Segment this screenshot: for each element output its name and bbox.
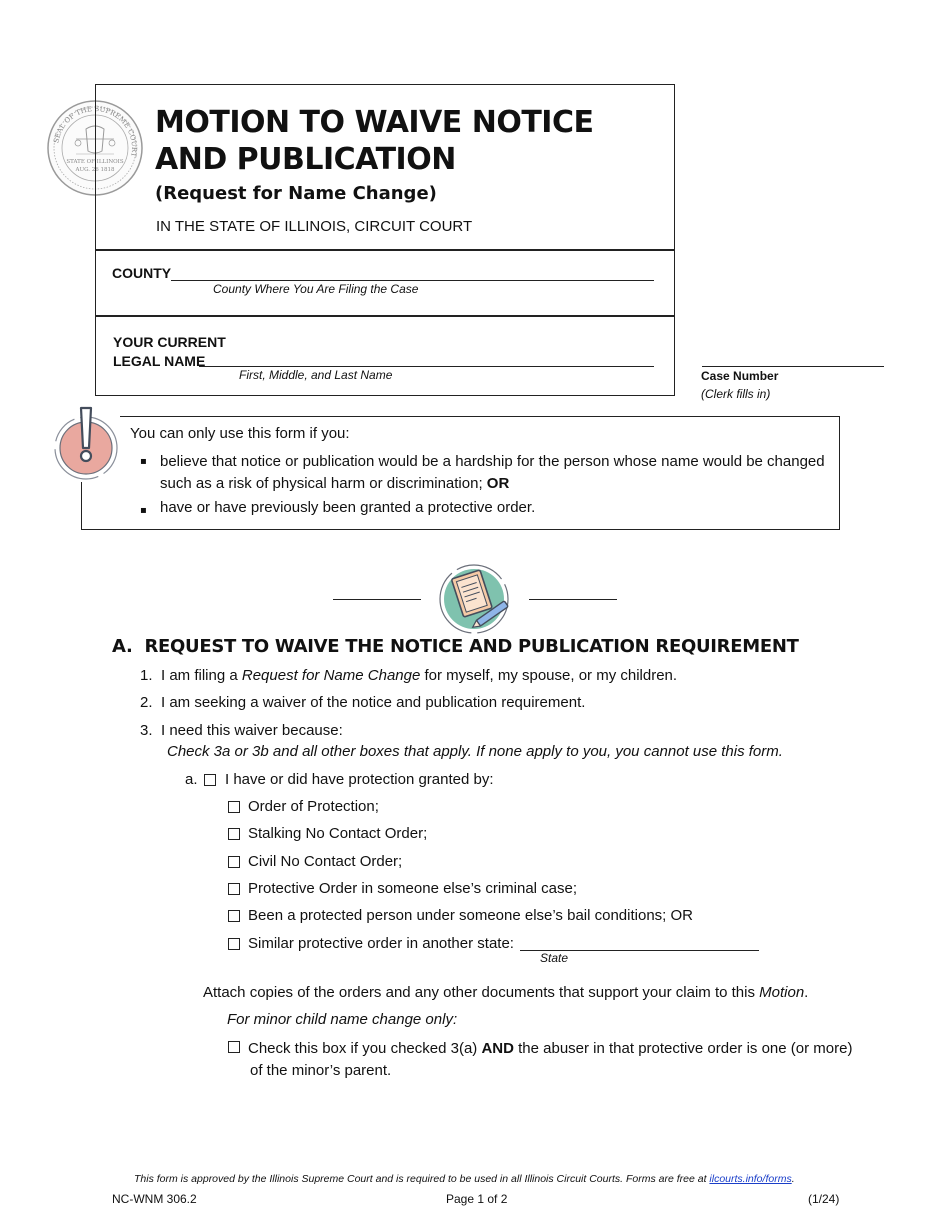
notice-bullet-1-line2 [160,473,825,495]
minor-parent-text [248,1038,852,1082]
legal-name-label-line2: LEGAL NAME [113,353,206,369]
option-stalking-no-contact: Stalking No Contact Order; [248,825,428,842]
item-3-number: 3. [140,722,153,739]
legal-name-field[interactable] [199,352,654,367]
divider-left [333,599,421,600]
minor-pre: Check this box if you checked 3(a) [248,1040,482,1057]
item-1-number: 1. [140,667,153,684]
item-1-text [161,667,677,684]
county-hint: County Where You Are Filing the Case [213,282,419,296]
legal-name-label-line1: YOUR CURRENT [113,334,226,350]
title-line-2: AND PUBLICATION [155,142,456,177]
notice-intro: You can only use this form if you: [130,425,350,442]
item-1-pre: I am filing a [161,667,242,684]
notice-bullet-1-text: such as a risk of physical harm or discrimination; [160,475,483,492]
state-hint: State [540,951,569,965]
footer-approval-text: This form is approved by the Illinois Supreme Court and is required to be used in all Illinois Circuit Courts. Forms are free at [134,1173,710,1185]
checkbox-minor-parent-abuser[interactable] [228,1041,240,1053]
minor-parent-line1 [248,1038,852,1060]
form-subtitle: (Request for Name Change) [155,183,437,204]
option-a-label: I have or did have protection granted by: [225,771,494,788]
divider-right [529,599,617,600]
attach-instruction [203,984,808,1001]
minor-bold: AND [481,1040,514,1057]
option-civil-no-contact: Civil No Contact Order; [248,853,403,870]
item-1-italic: Request for Name Change [241,667,421,684]
checkbox-other-state[interactable] [228,938,240,950]
seal-ring-text: SEAL OF THE SUPREME COURT [52,104,139,158]
item-3-text: I need this waiver because: [161,722,343,739]
option-other-state: Similar protective order in another state: [248,935,514,952]
option-bail-conditions: Been a protected person under someone else’s bail conditions; OR [248,907,693,924]
seal-inner-line2: AUG. 26 1818 [75,167,115,173]
option-criminal-protective-order: Protective Order in someone else’s criminal case; [248,880,578,897]
section-a-heading: REQUEST TO WAIVE THE NOTICE AND PUBLICATION REQUIREMENT [144,636,799,657]
clipboard-pencil-icon [436,563,516,635]
minor-heading: For minor child name change only: [227,1011,458,1028]
bullet-marker: ▪ [140,456,147,467]
item-1-post: for myself, my spouse, or my children. [420,667,678,684]
seal-inner-line1: STATE OF ILLINOIS [66,159,124,165]
ilcourts-forms-link[interactable]: ilcourts.info/forms [709,1173,792,1185]
attach-italic: Motion [759,984,805,1001]
attach-post: . [804,984,809,1001]
county-field[interactable] [171,266,654,281]
county-divider [95,315,675,317]
checkbox-stalking-no-contact[interactable] [228,828,240,840]
court-label: IN THE STATE OF ILLINOIS, CIRCUIT COURT [156,218,473,235]
bullet-marker: ▪ [140,505,147,516]
item-2-number: 2. [140,694,153,711]
notice-bullet-1 [160,451,825,495]
page-number: Page 1 of 2 [446,1192,508,1206]
form-id: NC-WNM 306.2 [112,1192,197,1206]
county-label: COUNTY [112,265,172,281]
header-divider [95,249,675,251]
checkbox-bail-conditions[interactable] [228,910,240,922]
minor-parent-line2: of the minor’s parent. [250,1062,392,1079]
notice-or: OR [486,475,510,492]
case-number-label: Case Number [701,369,779,383]
attach-pre: Attach copies of the orders and any other documents that support your claim to this [203,984,760,1001]
case-number-field[interactable] [702,352,884,367]
case-number-hint: (Clerk fills in) [701,387,771,401]
notice-bullet-1-line1: believe that notice or publication would be a hardship for the person whose name would be changed [160,453,825,470]
checkbox-order-of-protection[interactable] [228,801,240,813]
footer-approval [134,1173,795,1185]
option-a-letter: a. [185,771,198,788]
section-a-letter: A. [112,636,133,657]
title-line-1: MOTION TO WAIVE NOTICE [155,105,594,140]
checkbox-civil-no-contact[interactable] [228,856,240,868]
notice-bullet-2: have or have previously been granted a protective order. [160,499,536,516]
item-3-instruction: Check 3a or 3b and all other boxes that apply. If none apply to you, you cannot use this form. [167,743,783,760]
legal-name-hint: First, Middle, and Last Name [239,368,393,382]
checkbox-3a[interactable] [204,774,216,786]
exclamation-alert-icon [52,406,120,482]
checkbox-criminal-protective-order[interactable] [228,883,240,895]
footer-approval-end: . [791,1173,795,1185]
form-version: (1/24) [808,1192,840,1206]
item-2-text: I am seeking a waiver of the notice and publication requirement. [161,694,586,711]
option-order-of-protection: Order of Protection; [248,798,379,815]
minor-post: the abuser in that protective order is one (or more) [513,1040,853,1057]
section-a-title [112,636,799,657]
form-title [155,104,655,178]
state-field[interactable] [520,936,759,951]
